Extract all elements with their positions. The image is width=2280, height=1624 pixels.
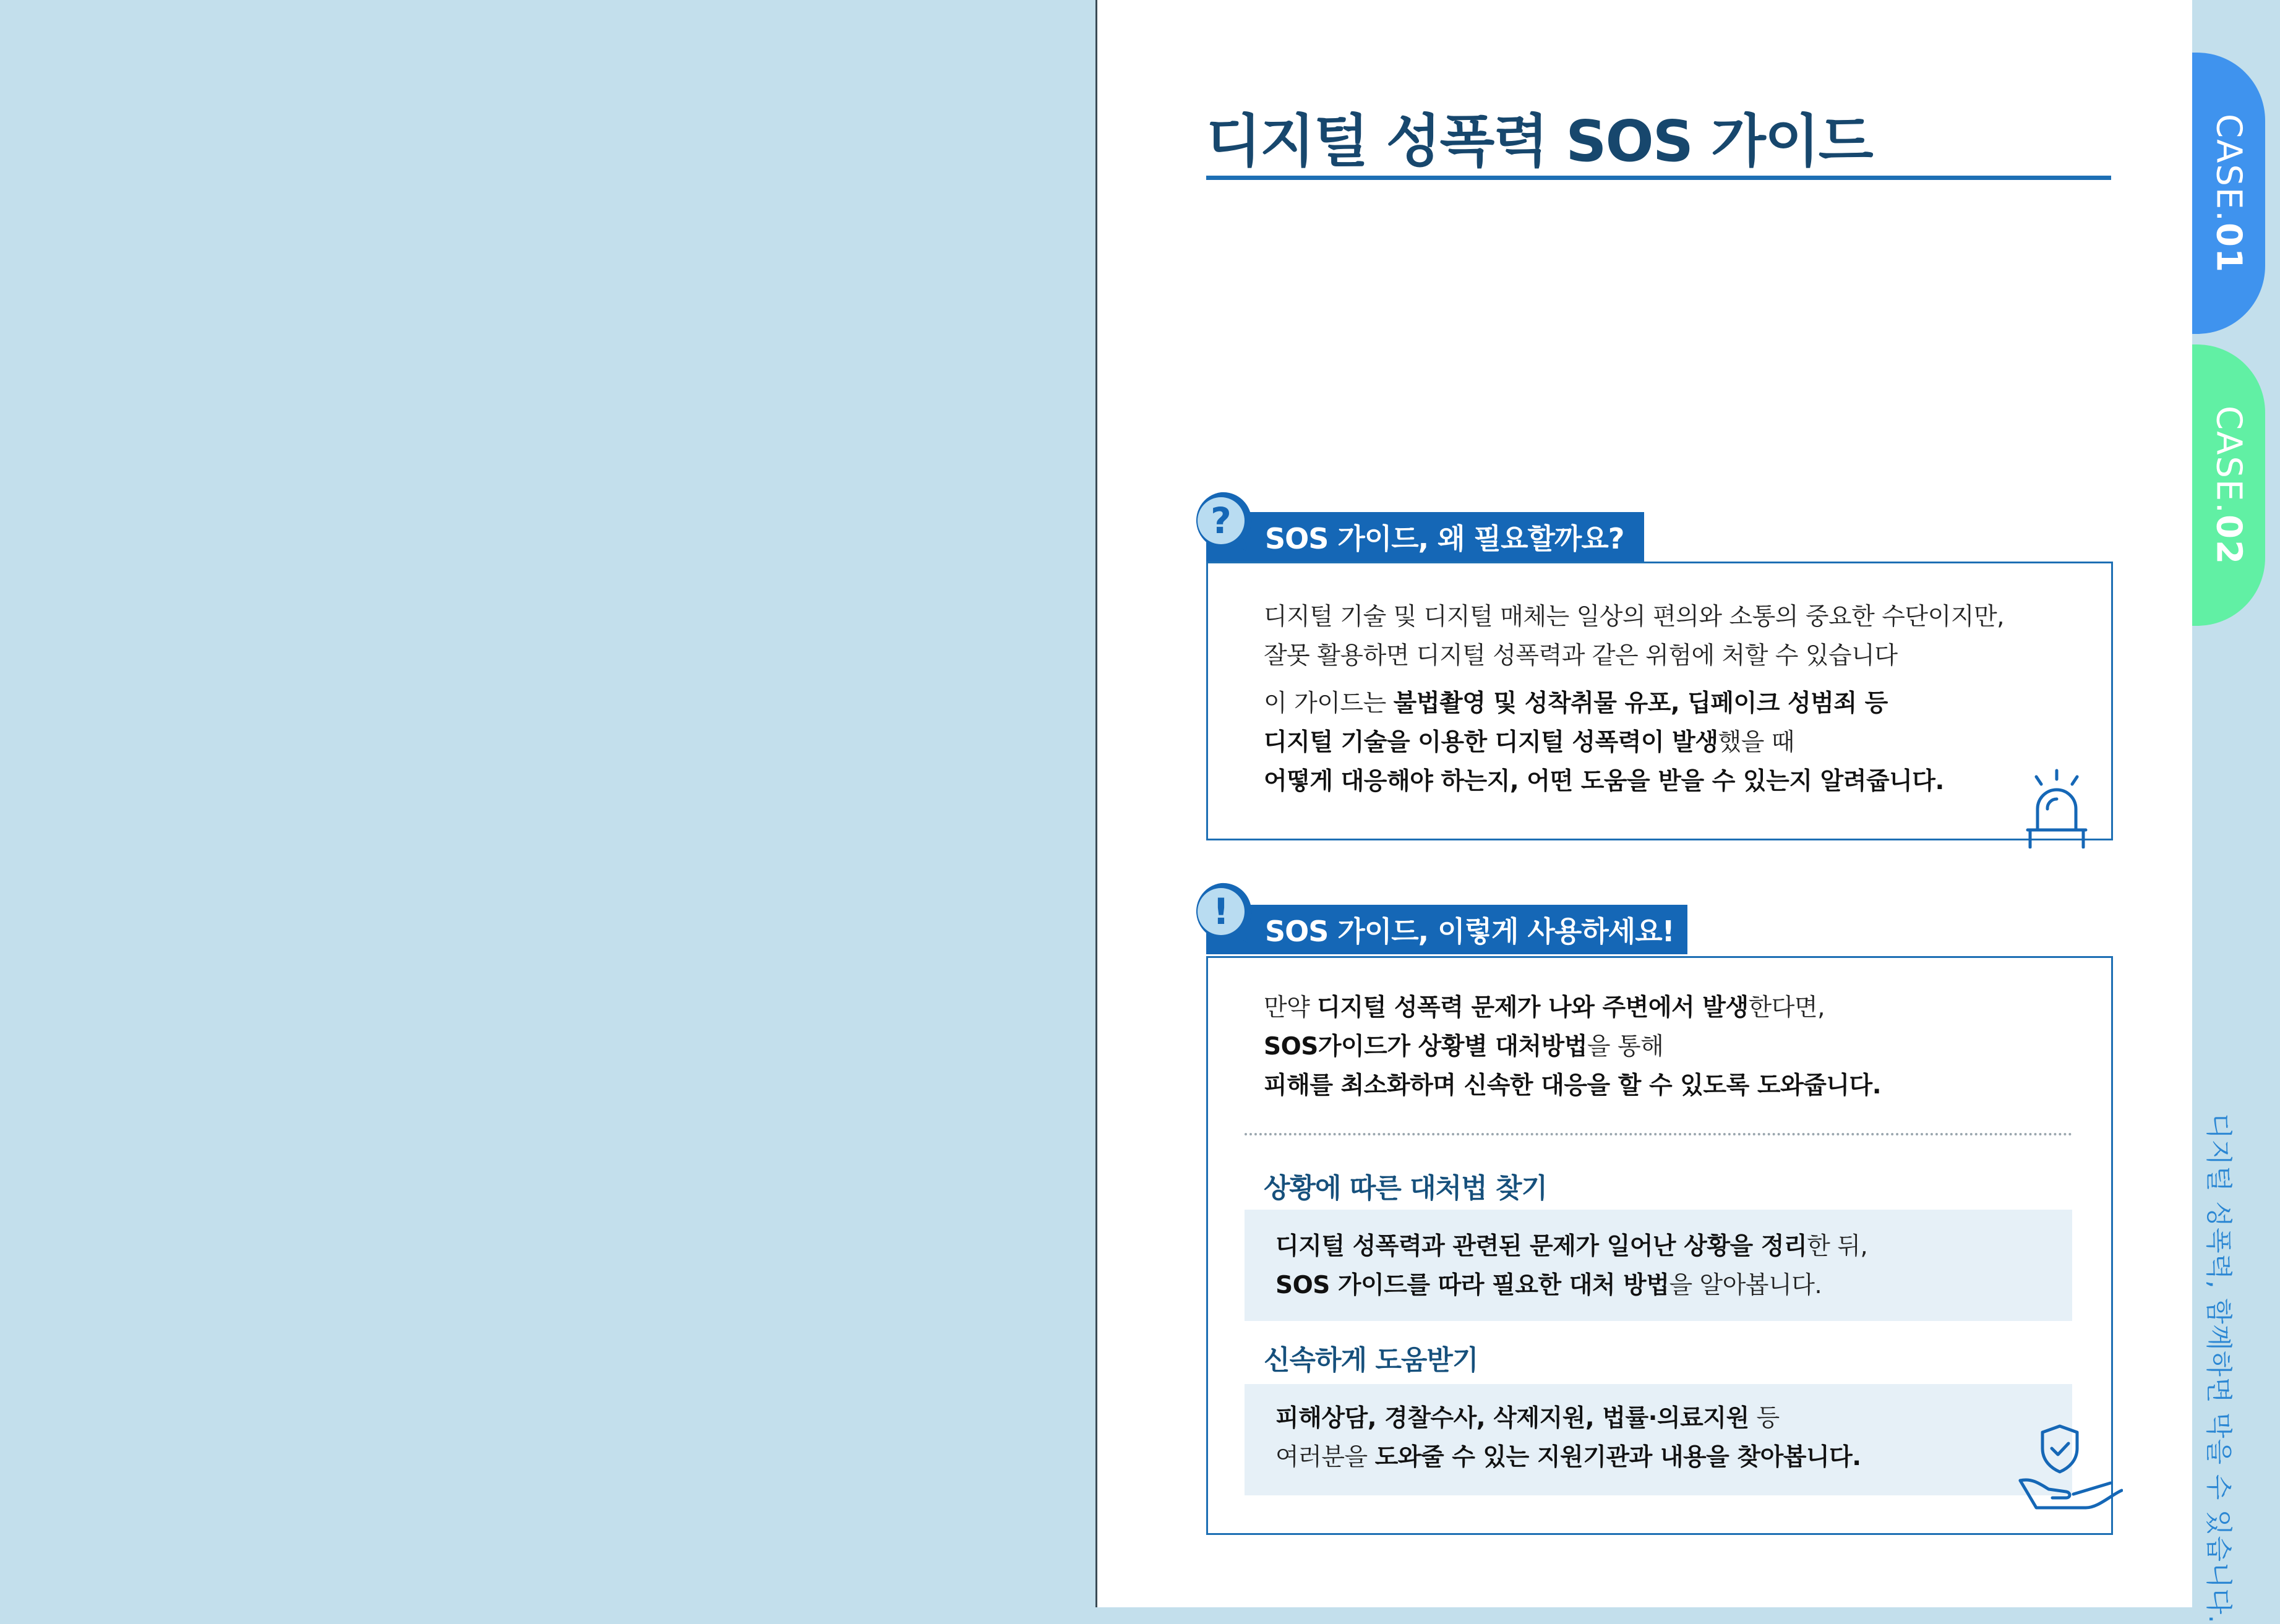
subsection-title-help: 신속하게 도움받기	[1264, 1344, 1478, 1376]
why-line-2: 잘못 활용하면 디지털 성폭력과 같은 위험에 처할 수 있습니다	[1264, 642, 1898, 670]
exclamation-bubble-icon	[1186, 878, 1256, 947]
subsection-help-box	[1245, 1384, 2072, 1495]
help-line-1: 피해상담, 경찰수사, 삭제지원, 법률·의료지원 등	[1275, 1404, 1780, 1432]
find-line-1: 디지털 성폭력과 관련된 문제가 일어난 상황을 정리한 뒤,	[1275, 1233, 1868, 1260]
vertical-slogan: 디지털 성폭력, 함께하면 막을 수 있습니다.	[2203, 1113, 2234, 1624]
question-bubble-icon	[1186, 487, 1256, 557]
tab-case-01[interactable]	[2192, 53, 2265, 334]
dotted-divider	[1245, 1133, 2072, 1135]
left-blank-page	[0, 0, 1097, 1607]
section-why-header: SOS 가이드, 왜 필요할까요?	[1206, 512, 1644, 562]
subsection-find-box	[1245, 1210, 2072, 1321]
siren-icon	[2023, 768, 2091, 848]
how-line-3: 피해를 최소화하며 신속한 대응을 할 수 있도록 도와줍니다.	[1264, 1072, 1882, 1100]
help-line-2: 여러분을 도와줄 수 있는 지원기관과 내용을 찾아봅니다.	[1275, 1443, 1861, 1471]
how-line-2: SOS가이드가 상황별 대처방법을 통해	[1264, 1033, 1664, 1061]
why-line-1: 디지털 기술 및 디지털 매체는 일상의 편의와 소통의 중요한 수단이지만,	[1264, 603, 2005, 631]
title-underline	[1206, 176, 2111, 180]
how-line-1: 만약 디지털 성폭력 문제가 나와 주변에서 발생한다면,	[1264, 994, 1825, 1022]
why-line-3: 이 가이드는 불법촬영 및 성착취물 유포, 딥페이크 성범죄 등	[1264, 690, 1888, 717]
hand-shield-icon	[2018, 1421, 2123, 1520]
tab-case-02-label: CASE.02	[2208, 405, 2249, 565]
tab-case-02[interactable]	[2192, 344, 2265, 626]
subsection-title-find: 상황에 따른 대처법 찾기	[1264, 1173, 1547, 1204]
why-line-4: 디지털 기술을 이용한 디지털 성폭력이 발생했을 때	[1264, 729, 1794, 756]
why-line-5: 어떻게 대응해야 하는지, 어떤 도움을 받을 수 있는지 알려줍니다.	[1264, 767, 1944, 795]
section-how-header: SOS 가이드, 이렇게 사용하세요!	[1206, 905, 1687, 954]
find-line-2: SOS 가이드를 따라 필요한 대처 방법을 알아봅니다.	[1275, 1271, 1822, 1299]
svg-text:!: !	[1212, 891, 1230, 933]
svg-text:?: ?	[1211, 500, 1232, 542]
tab-case-01-label: CASE.01	[2208, 113, 2249, 273]
page-title: 디지털 성폭력 SOS 가이드	[1206, 108, 1872, 174]
